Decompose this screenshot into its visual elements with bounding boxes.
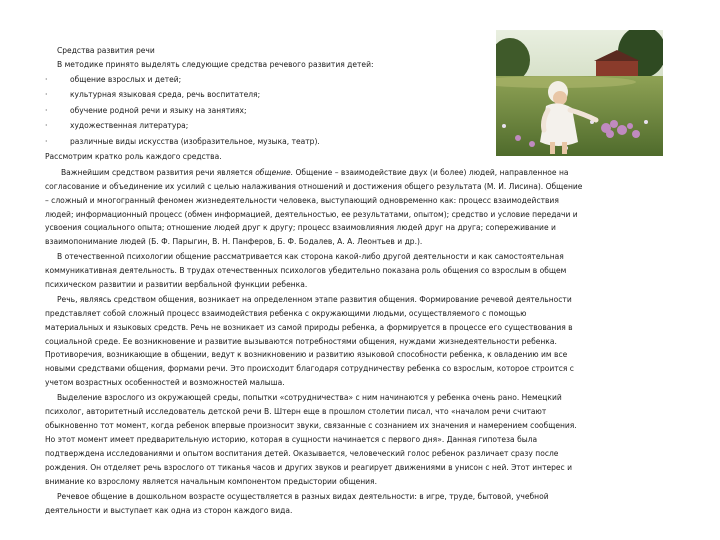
paragraph-line: усвоения социального опыта; отношение людей друг к другу; процесс взаимовлияния людей друг на друга; сопереживание и (45, 223, 556, 232)
bullet-marker: · (45, 121, 48, 130)
review-line: Рассмотрим кратко роль каждого средства. (45, 152, 222, 161)
paragraph-line: Но этот момент имеет предварительную историю, которая в сущности начинается с первого дня». Данная гипотеза была (45, 435, 538, 444)
paragraph-line: представляет собой сложный процесс взаимодействия ребенка с окружающими людьми, осуществляемого с помощью (45, 309, 527, 318)
paragraph-line: Речевое общение в дошкольном возрасте осуществляется в разных видах деятельности: в игре, труде, бытовой, учебной (57, 492, 549, 501)
paragraph-line: психическом развитии и развитии вербальной функции ребенка. (45, 280, 308, 289)
bullet-marker: · (45, 75, 48, 84)
paragraph-line (61, 168, 569, 178)
child-in-meadow-photo (496, 30, 663, 156)
paragraph-line: рождения. Он отделяет речь взрослого от тиканья часов и других звуков и реагирует движениями в унисон с ней. Этот интерес и (45, 463, 572, 472)
intro-line: В методике принято выделять следующие средства речевого развития детей: (57, 60, 374, 69)
bullet-item: культурная языковая среда, речь воспитателя; (70, 90, 261, 99)
paragraph-line: согласование и объединение их усилий с целью налаживания отношений и достижения общего результата (М. И. Лисина). Общение (45, 182, 583, 191)
paragraph-line: психолог, авторитетный исследователь детской речи В. Штерн еще в прошлом столетии писал, что «началом речи считают (45, 407, 547, 416)
paragraph-line: Речь, являясь средством общения, возникает на определенном этапе развития общения. Формирование речевой деятельности (57, 295, 572, 304)
bullet-marker: · (45, 106, 48, 115)
emphasis-term: общение. (255, 168, 294, 177)
paragraph-line: В отечественной психологии общение рассматривается как сторона какой-либо другой деятельности и как самостоятельная (57, 252, 564, 261)
paragraph-line: учетом возрастных особенностей и возможностей малыша. (45, 378, 285, 387)
paragraph-line: коммуникативная деятельность. В трудах отечественных психологов убедительно показана роль общения со взрослым в общем (45, 266, 567, 275)
paragraph-text: Общение – взаимодействие двух (и более) людей, направленное на (293, 168, 569, 177)
paragraph-line: обыкновенно тот момент, когда ребенок впервые произносит звуки, связанные с сознанием их значения и намерением сообщения. (45, 421, 577, 430)
paragraph-line: Выделение взрослого из окружающей среды, попытки «сотрудничества» с ним начинаются у ребенка очень рано. Немецкий (57, 393, 562, 402)
paragraph-line: социальной среде. Ее возникновение и развитие вызываются потребностями общения, нуждами жизнедеятельности ребенка. (45, 337, 557, 346)
bullet-item: художественная литература; (70, 121, 189, 130)
bullet-item: различные виды искусства (изобразительное, музыка, театр). (70, 137, 320, 146)
bullet-marker: · (45, 90, 48, 99)
paragraph-line: подтверждена исследованиями и опытом воспитания детей. Оказывается, человеческий голос ребенок различает сразу после (45, 449, 559, 458)
paragraph-line: людей; информационный процесс (обмен информацией, деятельностью, ее результатами, опытом); средство и условие передачи и (45, 210, 578, 219)
bullet-marker: · (45, 137, 48, 146)
bullet-item: общение взрослых и детей; (70, 75, 182, 84)
paragraph-line: взаимопонимание людей (Б. Ф. Парыгин, В. Н. Панферов, Б. Ф. Бодалев, А. А. Леонтьев и др.). (45, 237, 423, 246)
paragraph-line: новыми средствами общения, формами речи. Это происходит благодаря сотрудничеству ребенка со взрослым, которое строится с (45, 364, 574, 373)
paragraph-line: – сложный и многогранный феномен жизнедеятельности человека, выступающий одновременно как: процесс взаимодействия (45, 196, 559, 205)
paragraph-line: Противоречия, возникающие в общении, ведут к возникновению и развитию языковой способности ребенка, к овладению им все (45, 350, 568, 359)
paragraph-line: материальных и языковых средств. Речь не возникает из самой природы ребенка, а формируется в процессе его существования в (45, 323, 573, 332)
bullet-item: обучение родной речи и языку на занятиях; (70, 106, 247, 115)
paragraph-line: внимание ко взрослому является начальным компонентом предыстории общения. (45, 477, 378, 486)
document-title: Средства развития речи (57, 46, 155, 55)
paragraph-text: Важнейшим средством развития речи является (61, 168, 256, 177)
paragraph-line: деятельности и выступает как одна из сторон каждого вида. (45, 506, 293, 515)
